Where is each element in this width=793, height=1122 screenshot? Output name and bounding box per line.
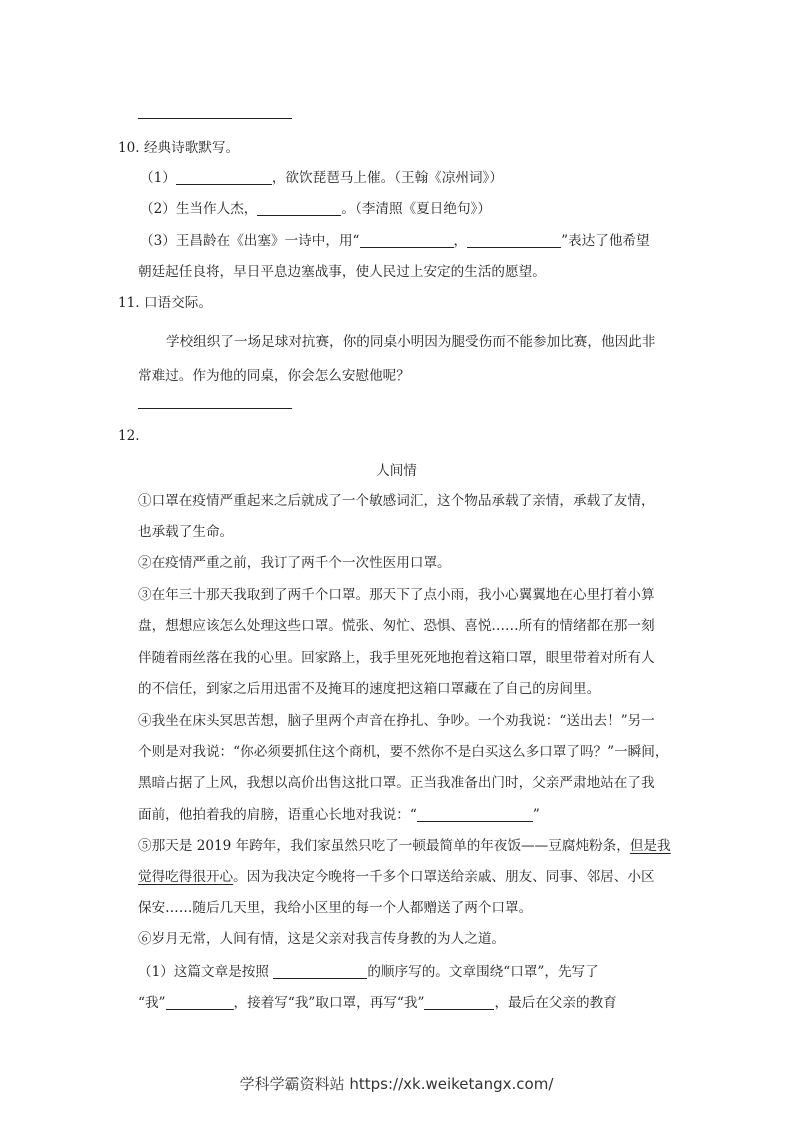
q12-number: 12. (118, 428, 140, 444)
passage-line-para5-1 (138, 834, 671, 854)
sub1-text: ，接着写“我”取口罩，再写“我” (233, 995, 425, 1011)
q10-item1-suffix: ，欲饮琵琶马上催。（王翰《凉州词》） (271, 170, 503, 186)
passage-line: 的不信任，到家之后用迅雷不及掩耳的速度把这箱口罩藏在了自己的房间里。 (138, 681, 601, 697)
passage-line: 也承载了生命。 (138, 524, 234, 540)
q10-item3-mid: ， (453, 233, 468, 249)
q10-item3-suffix: ”表达了他希望 (561, 233, 650, 249)
passage-line-with-blank (138, 803, 540, 823)
q11-number: 11. (118, 295, 140, 311)
passage-line: ④我坐在床头冥思苦想，脑子里两个声音在挣扎、争吵。一个劝我说：“送出去！”另一 (138, 713, 655, 729)
passage-text: ” (532, 807, 540, 823)
q12-sub1-line2 (138, 991, 617, 1011)
q10-number: 10. (118, 140, 140, 156)
passage-line: 个则是对我说：“你必须要抓住这个商机，要不然你不是白买这么多口罩了吗？”一瞬间， (138, 744, 669, 760)
q10-item1-prefix: （1） (140, 170, 176, 186)
q10-item3-prefix: （3）王昌龄在《出塞》一诗中，用“ (140, 233, 360, 249)
passage-line: 黑暗占据了上风，我想以高价出售这批口罩。正当我准备出门时，父亲严肃地站在了我 (138, 775, 655, 791)
answer-line-q11[interactable] (138, 408, 292, 409)
blank-field[interactable] (417, 807, 533, 822)
blank-field[interactable] (360, 233, 454, 248)
footer-watermark: 学科学霸资料站 https://xk.weiketangx.com/ (239, 1075, 554, 1093)
passage-line: 伴随着雨丝落在我的心里。回家路上，我手里死死地抱着这箱口罩，眼里带着对所有人 (138, 650, 655, 666)
q10-item2 (140, 197, 491, 217)
q10-item2-prefix: （2）生当作人杰， (140, 201, 258, 217)
blank-field[interactable] (166, 995, 234, 1010)
q11-line1: 学校组织了一场足球对抗赛，你的同桌小明因为腿受伤而不能参加比赛，他因此非 (166, 334, 656, 350)
blank-field[interactable] (424, 995, 494, 1010)
passage-line: ②在疫情严重之前，我订了两千个一次性医用口罩。 (138, 555, 451, 571)
passage-text: 。因为我决定今晚将一千多个口罩送给亲戚、朋友、同事、邻居、小区 (233, 869, 655, 885)
passage-title: 人间情 (376, 463, 417, 479)
sub1-text: ，最后在父亲的教育 (494, 995, 617, 1011)
q10-item1 (140, 166, 503, 186)
passage-text: 面前，他拍着我的肩膀，语重心长地对我说：“ (138, 807, 417, 823)
underlined-sentence: 但是我 (629, 838, 671, 854)
sub1-text: “我” (138, 995, 166, 1011)
q11-title: 口语交际。 (143, 295, 212, 311)
sub1-text: （1）这篇文章是按照 (138, 964, 269, 980)
passage-line: ⑥岁月无常，人间有情，这是父亲对我言传身教的为人之道。 (138, 931, 506, 947)
q12-sub1-line1 (138, 960, 599, 980)
q11-heading (118, 291, 212, 311)
q10-heading (118, 136, 239, 156)
answer-line-top[interactable] (138, 118, 292, 119)
blank-field[interactable] (273, 964, 367, 979)
blank-field[interactable] (467, 233, 561, 248)
passage-line-para5-2 (138, 865, 655, 885)
q10-item3 (140, 229, 650, 249)
passage-line: 盘，想想应该怎么处理这些口罩。慌张、匆忙、恐惧、喜悦……所有的情绪都在那一刻 (138, 618, 655, 634)
sub1-text: 的顺序写的。文章围绕“口罩”，先写了 (367, 964, 599, 980)
underlined-sentence: 觉得吃得很开心 (138, 869, 234, 885)
blank-field[interactable] (176, 170, 272, 185)
q10-item2-suffix: 。（李清照《夏日绝句》） (341, 201, 491, 217)
passage-line: ③在年三十那天我取到了两千个口罩。那天下了点小雨，我小心翼翼地在心里打着小算 (138, 587, 655, 603)
blank-field[interactable] (257, 201, 341, 216)
q10-item3-line2: 朝廷起任良将，早日平息边塞战事，使人民过上安定的生活的愿望。 (138, 264, 546, 280)
q11-line2: 常难过。作为他的同桌，你会怎么安慰他呢？ (138, 368, 410, 384)
q10-title: 经典诗歌默写。 (143, 140, 240, 156)
passage-line: ①口罩在疫情严重起来之后就成了一个敏感词汇，这个物品承载了亲情，承载了友情， (138, 493, 655, 509)
passage-line: 保安……随后几天里，我给小区里的每一个人都赠送了两个口罩。 (138, 900, 533, 916)
passage-text: ⑤那天是 2019 年跨年，我们家虽然只吃了一顿最简单的年夜饭——豆腐炖粉条， (138, 838, 630, 854)
